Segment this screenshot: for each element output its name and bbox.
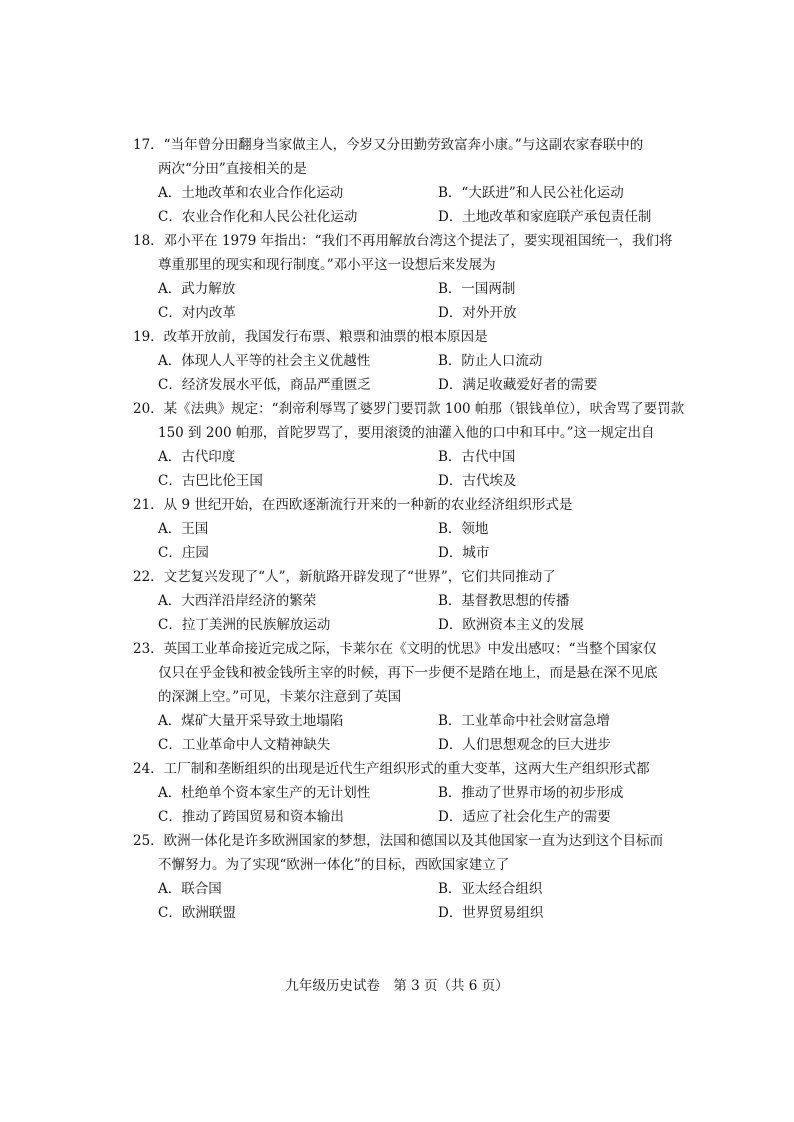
option-d: D．世界贸易组织 [438,905,544,921]
question-stem-line: 24．工厂制和垄断组织的出现是近代生产组织形式的重大变革，这两大生产组织形式都 [133,761,650,777]
option-c: C．欧洲联盟 [158,905,236,921]
option-b: B．一国两制 [438,281,516,297]
option-a: A．武力解放 [158,281,236,297]
option-c: C．拉丁美洲的民族解放运动 [158,617,331,633]
question-stem-line: 23．英国工业革命接近完成之际，卡莱尔在《文明的忧思》中发出感叹：“当整个国家仅 [133,641,657,657]
question-25 [133,829,693,925]
option-d: D．满足收藏爱好者的需要 [438,377,598,393]
question-stem-line: 25．欧洲一体化是许多欧洲国家的梦想，法国和德国以及其他国家一直为达到这个目标而 [133,833,664,849]
option-b: B．古代中国 [438,449,516,465]
question-stem-line: 尊重那里的现实和现行制度。”邓小平这一设想后来发展为 [158,257,496,273]
option-b: B．基督教思想的传播 [438,593,570,609]
question-stem-line: 19．改革开放前，我国发行布票、粮票和油票的根本原因是 [133,329,488,345]
option-a: A．王国 [158,521,209,537]
question-stem-line: 21．从 9 世纪开始，在西欧逐渐流行开来的一种新的农业经济组织形式是 [133,497,573,513]
question-24 [133,757,693,829]
question-22 [133,565,693,637]
page-footer: 九年级历史试卷 第 3 页（共 6 页） [285,978,509,994]
option-d: D．城市 [438,545,490,561]
question-17 [133,133,693,229]
option-c: C．农业合作化和人民公社化运动 [158,209,358,225]
option-c: C．工业革命中人文精神缺失 [158,737,331,753]
question-stem-line: 150 到 200 帕那，首陀罗骂了，要用滚烫的油灌入他的口中和耳中。”这一规定出自 [158,425,655,441]
option-c: C．庄园 [158,545,209,561]
question-stem-line: 不懈努力。为了实现“欧洲一体化”的目标，西欧国家建立了 [158,857,510,873]
question-stem-line: 17．“当年曾分田翻身当家做主人，今岁又分田勤劳致富奔小康。”与这副农家春联中的 [133,137,644,153]
option-b: B．“大跃进”和人民公社化运动 [438,185,624,201]
option-d: D．土地改革和家庭联产承包责任制 [438,209,652,225]
question-stem-line: 两次“分田”直接相关的是 [158,161,307,177]
option-b: B．防止人口流动 [438,353,543,369]
option-c: C．经济发展水平低，商品严重匮乏 [158,377,371,393]
question-21 [133,493,693,565]
option-a: A．杜绝单个资本家生产的无计划性 [158,785,371,801]
question-20 [133,397,693,493]
option-a: A．土地改革和农业合作化运动 [158,185,344,201]
option-a: A．大西洋沿岸经济的繁荣 [158,593,317,609]
option-d: D．人们思想观念的巨大进步 [438,737,611,753]
question-19 [133,325,693,397]
option-a: A．煤矿大量开采导致土地塌陷 [158,713,344,729]
option-d: D．对外开放 [438,305,517,321]
question-stem-line: 22．文艺复兴发现了“人”，新航路开辟发现了“世界”，它们共同推动了 [133,569,556,585]
option-b: B．亚太经合组织 [438,881,543,897]
option-c: C．推动了跨国贸易和资本输出 [158,809,344,825]
option-d: D．欧洲资本主义的发展 [438,617,584,633]
question-23 [133,637,693,757]
option-b: B．工业革命中社会财富急增 [438,713,610,729]
question-stem-line: 的深渊上空。”可见，卡莱尔注意到了英国 [158,689,402,705]
option-b: B．推动了世界市场的初步形成 [438,785,624,801]
option-c: C．对内改革 [158,305,236,321]
question-stem-line: 18．邓小平在 1979 年指出：“我们不再用解放台湾这个提法了，要实现祖国统一，我们将 [133,233,673,249]
option-b: B．领地 [438,521,489,537]
option-a: A．体现人人平等的社会主义优越性 [158,353,371,369]
question-stem-line: 20．某《法典》规定：“刹帝利辱骂了婆罗门要罚款 100 帕那（银钱单位），吠舍骂了要罚款 [133,401,685,417]
question-stem-line: 仅只在乎金钱和被金钱所主宰的时候，再下一步便不是踏在地上，而是悬在深不见底 [158,665,658,681]
question-18 [133,229,693,325]
option-a: A．古代印度 [158,449,236,465]
option-d: D．适应了社会化生产的需要 [438,809,611,825]
option-a: A．联合国 [158,881,222,897]
option-c: C．古巴比伦王国 [158,473,263,489]
option-d: D．古代埃及 [438,473,517,489]
